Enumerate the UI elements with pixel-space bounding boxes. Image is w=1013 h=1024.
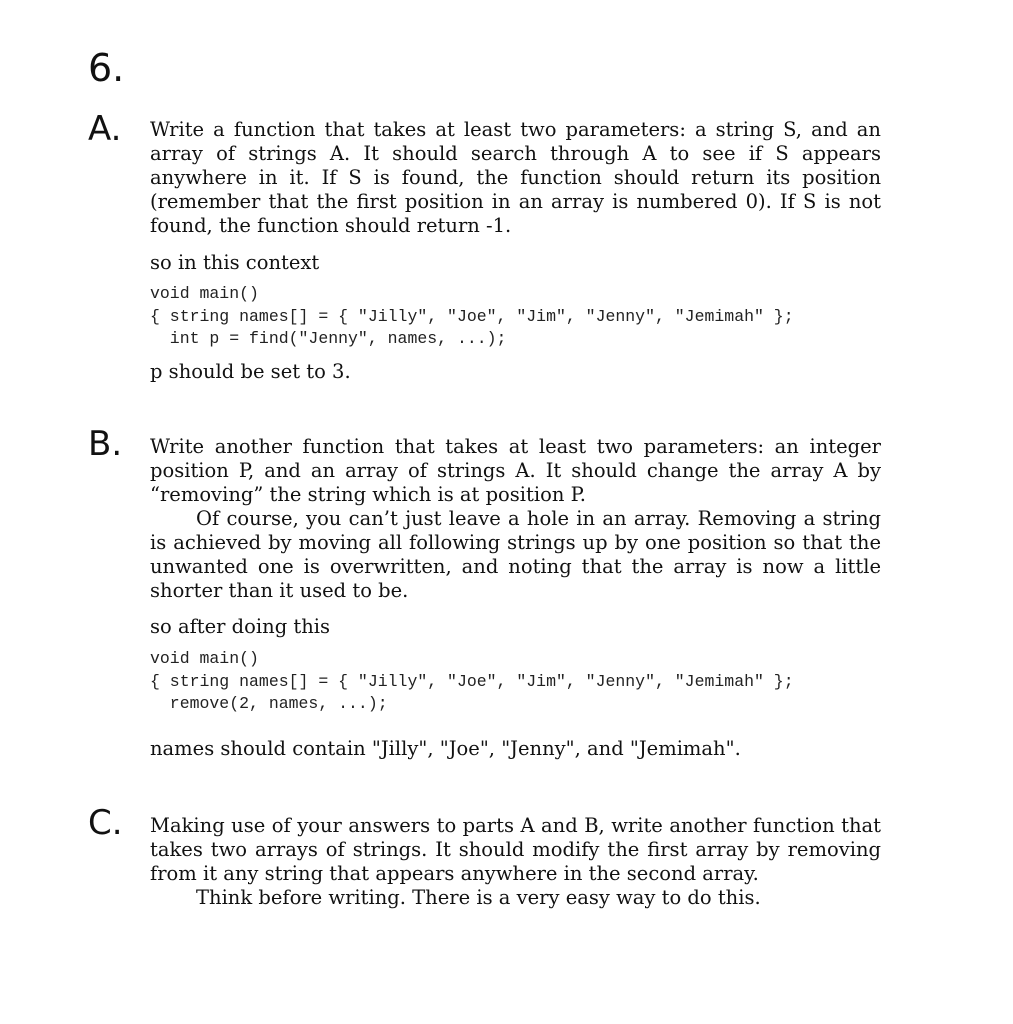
part-c-line: Making use of your answers to parts A and B, write another function that (150, 814, 881, 837)
part-b-result: names should contain "Jilly", "Joe", "Jenny", and "Jemimah". (150, 737, 741, 760)
part-b-line: Write another function that takes at least two parameters: an integer (150, 435, 881, 458)
part-b-line: unwanted one is overwritten, and noting that the array is now a little (150, 555, 881, 578)
part-b-code (150, 648, 794, 716)
code-line: { string names[] = { "Jilly", "Joe", "Jim", "Jenny", "Jemimah" }; (150, 671, 794, 691)
part-b-line: “removing” the string which is at position P. (150, 483, 586, 506)
code-line: void main() (150, 649, 259, 668)
part-a-context: so in this context (150, 251, 320, 274)
part-b-line: position P, and an array of strings A. It should change the array A by (150, 459, 881, 482)
code-line: { string names[] = { "Jilly", "Joe", "Jim", "Jenny", "Jemimah" }; (150, 306, 794, 326)
part-b-context: so after doing this (150, 615, 331, 638)
part-c-line: from it any string that appears anywhere in the second array. (150, 862, 759, 885)
code-line: remove(2, names, ...); (150, 694, 388, 713)
part-b-line: shorter than it used to be. (150, 579, 409, 602)
part-a-letter: A. (88, 109, 122, 149)
part-a-line: anywhere in it. If S is found, the function should return its position (150, 166, 881, 189)
code-line: int p = find("Jenny", names, ...); (150, 329, 507, 348)
part-a-line: (remember that the first position in an array is numbered 0). If S is not (150, 190, 881, 213)
part-c-hint: Think before writing. There is a very easy way to do this. (196, 886, 761, 909)
part-a-line: found, the function should return -1. (150, 214, 512, 237)
part-a-line: array of strings A. It should search through A to see if S appears (150, 142, 881, 165)
part-a-code (150, 283, 794, 351)
part-c-question (150, 814, 881, 910)
part-b-line: Of course, you can’t just leave a hole in an array. Removing a string (196, 507, 881, 530)
part-b-letter: B. (88, 424, 123, 464)
part-b-question (150, 435, 881, 603)
part-c-letter: C. (88, 803, 123, 843)
part-b-line: is achieved by moving all following strings up by one position so that the (150, 531, 881, 554)
part-a-question (150, 118, 881, 238)
part-c-line: takes two arrays of strings. It should modify the first array by removing (150, 838, 881, 861)
part-a-line: Write a function that takes at least two parameters: a string S, and an (150, 118, 881, 141)
question-number: 6. (88, 46, 125, 90)
code-line: void main() (150, 284, 259, 303)
part-a-result: p should be set to 3. (150, 360, 351, 383)
